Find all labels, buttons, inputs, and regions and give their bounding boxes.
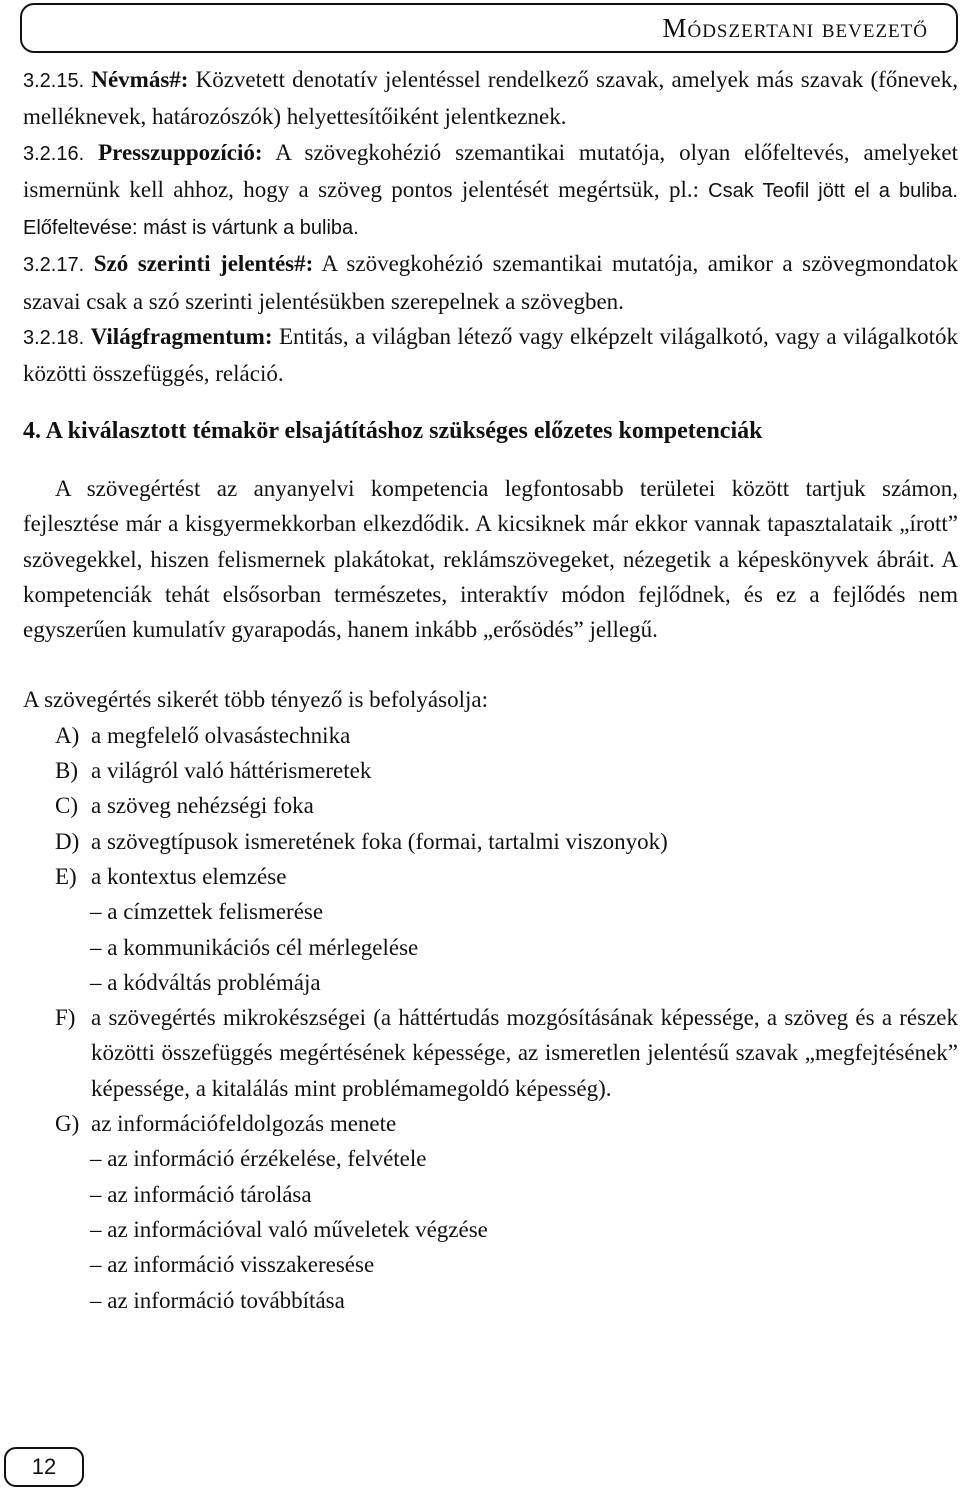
definition-example: Csak Teofil jött el a buliba. Előfeltevése: mást is vártunk a buliba.	[23, 179, 958, 240]
sub-item: – az információ továbbítása	[90, 1287, 345, 1313]
definition-term: Szó szerinti jelentés#:	[93, 251, 314, 277]
definition-term: Presszuppozíció:	[98, 139, 263, 165]
definition-3-2-18: 3.2.18. Világfragmentum: Entitás, a világban létező vagy elképzelt világalkotó, vagy a világalkotók közötti összefüggés, reláció.	[23, 324, 959, 387]
list-item-d: D) a szövegtípusok ismeretének foka (formai, tartalmi viszonyok)	[55, 828, 668, 854]
definition-text: Entitás, a világban létező vagy elképzelt világalkotó, vagy a világalkotók közötti összefüggés, reláció.	[23, 324, 959, 387]
definition-text: A szövegkohézió szemantikai mutatója, amikor a szövegmondatok szavai csak a szó szerinti jelentésükben szerepelnek a szövegben.	[23, 251, 958, 314]
list-item-a: A) a megfelelő olvasástechnika	[55, 722, 351, 748]
definition-text: Közvetett denotatív jelentéssel rendelkező szavak, amelyek más szavak (főnevek, melléknevek, határozószók) helyettesítőiként jelentkeznek.	[23, 67, 958, 130]
list-item-b: B) a világról való háttérismeretek	[55, 758, 372, 784]
list-item-g: G) az információfeldolgozás menete	[55, 1111, 397, 1137]
list-item-e: E) a kontextus elemzése	[55, 863, 287, 889]
definition-term: Világfragmentum:	[90, 324, 273, 350]
section-heading: 4. A kiválasztott témakör elsajátításhoz szükséges előzetes kompetenciák	[23, 417, 763, 444]
page-number: 12	[4, 1447, 84, 1487]
sub-item: – a kommunikációs cél mérlegelése	[90, 934, 419, 960]
section-paragraph: A szövegértést az anyanyelvi kompetencia legfontosabb területei között tartjuk számon, fejlesztése már a kisgyermekkorban elkezdődik. A kicsiknek már ekkor vannak tapasztalataik „írott” szövegekkel, hiszen felismernek plakátokat, reklámszövegeket, nézegetik a képeskönyvek ábráit. A kompetenciák tehát elsősorban természetes, interaktív módon fejlődnek, és ez a fejlődés nem egyszerűen kumulatív gyarapodás, hanem inkább „erősödés” jellegű.	[23, 475, 958, 643]
definition-term: Névmás#:	[91, 67, 189, 92]
definition-3-2-16: 3.2.16. Presszuppozíció: A szövegkohézió szemantikai mutatója, olyan előfeltevés, amelyeket ismernünk kell ahhoz, hogy a szöveg pontos jelentését megértsük, pl.: Csak Teofil jött el a buliba. Előfeltevése: mást is vártunk a buliba.	[23, 139, 958, 240]
sub-item: – az információ visszakeresése	[90, 1252, 375, 1278]
page-content	[23, 62, 958, 1318]
header-box	[20, 3, 958, 53]
list-item-c: C) a szöveg nehézségi foka	[55, 793, 314, 819]
sub-item: – az információ érzékelése, felvétele	[90, 1146, 427, 1172]
running-header-title: Módszertani bevezető	[662, 13, 928, 43]
sub-item: – a címzettek felismerése	[90, 899, 324, 925]
list-item-f: F) a szövegértés mikrokészségei (a háttértudás mozgósításának képessége, a szöveg és a részek közötti összefüggés megértésének képessége, az ismeretlen jelentésű szavak „megfejtésének” képessége, a kitalálás mint problémamegoldó képesség).	[55, 1005, 958, 1101]
definition-text: A szövegkohézió szemantikai mutatója, olyan előfeltevés, amelyeket ismernünk kell ahhoz, hogy a szöveg pontos jelentését megértsük, pl.:	[23, 139, 958, 202]
definition-3-2-17: 3.2.17. Szó szerinti jelentés#: A szövegkohézió szemantikai mutatója, amikor a szövegmondatok szavai csak a szó szerinti jelentésükben szerepelnek a szövegben.	[23, 251, 958, 314]
sub-item: – a kódváltás problémája	[90, 969, 321, 995]
sub-item: – az információ tárolása	[90, 1181, 312, 1207]
sub-item: – az információval való műveletek végzése	[90, 1216, 488, 1242]
list-lead: A szövegértés sikerét több tényező is befolyásolja:	[23, 687, 488, 713]
definition-3-2-15: 3.2.15. Névmás#: Közvetett denotatív jelentéssel rendelkező szavak, amelyek más szavak (főnevek, melléknevek, határozószók) helyettesítőiként jelentkeznek.	[23, 67, 958, 130]
